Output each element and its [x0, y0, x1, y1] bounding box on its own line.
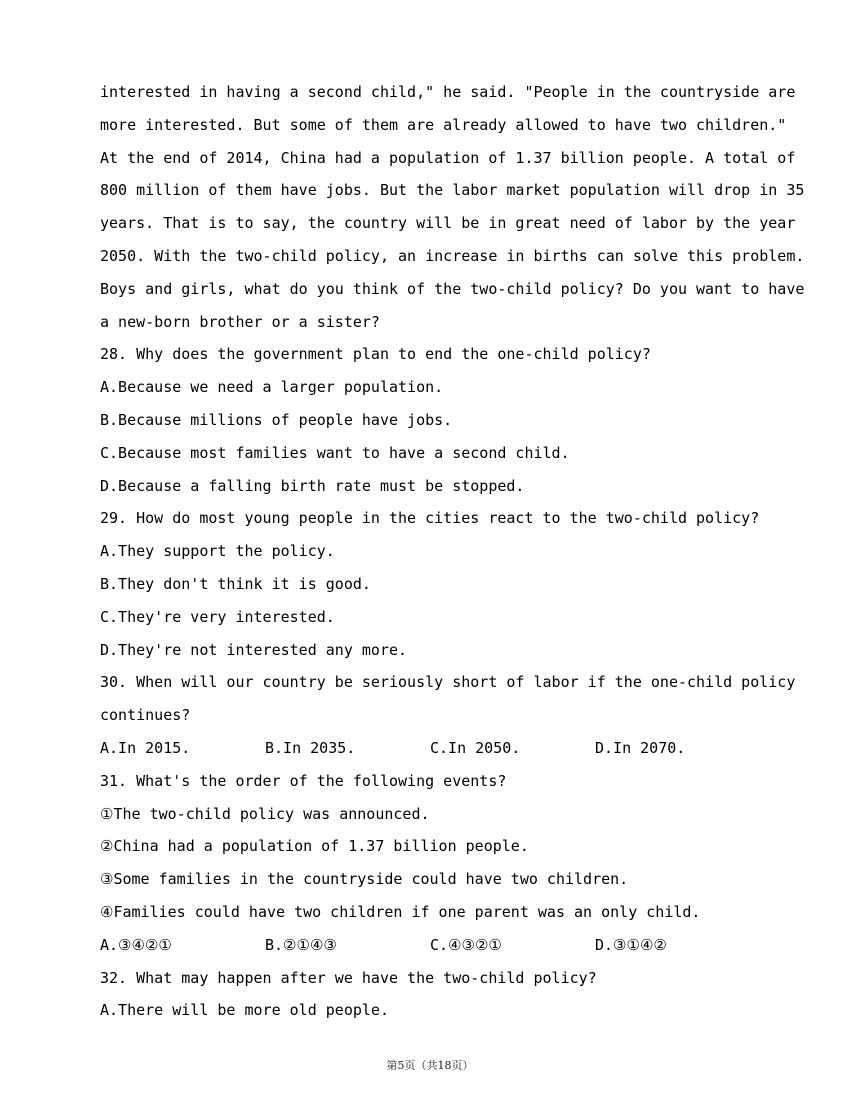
q28-option-d: D.Because a falling birth rate must be stopped.: [100, 476, 525, 495]
passage-line: 2050. With the two-child policy, an increase in births can solve this problem.: [100, 246, 805, 265]
q29-option-a: A.They support the policy.: [100, 542, 335, 561]
q28-option-a: A.Because we need a larger population.: [100, 378, 444, 397]
passage-line: years. That is to say, the country will be in great need of labor by the year: [100, 214, 796, 233]
q29-option-d: D.They're not interested any more.: [100, 640, 408, 659]
page-footer: 第5页（共18页）: [386, 1059, 474, 1072]
passage-line: interested in having a second child," he said. "People in the countryside are: [100, 83, 796, 101]
question-32-stem: 32. What may happen after we have the two-child policy?: [100, 968, 597, 987]
q31-event-3: ③Some families in the countryside could have two children.: [100, 870, 629, 889]
question-30-stem-cont: continues?: [100, 706, 191, 725]
question-29-stem: 29. How do most young people in the cities react to the two-child policy?: [100, 509, 760, 528]
q31-event-1: ①The two-child policy was announced.: [100, 804, 430, 823]
q28-option-b: B.Because millions of people have jobs.: [100, 410, 453, 429]
q31-event-2: ②China had a population of 1.37 billion people.: [100, 837, 529, 856]
passage-line: 800 million of them have jobs. But the labor market population will drop in 35: [100, 181, 805, 200]
q30-option-a: A.In 2015.: [100, 738, 191, 757]
q30-option-d: D.In 2070.: [595, 738, 686, 757]
q30-option-c: C.In 2050.: [430, 738, 521, 757]
q30-option-b: B.In 2035.: [265, 738, 356, 757]
question-30-stem: 30. When will our country be seriously short of labor if the one-child policy: [100, 673, 796, 692]
q29-option-b: B.They don't think it is good.: [100, 574, 371, 593]
q30-options: [100, 732, 780, 765]
q31-option-a: A.③④②①: [100, 935, 172, 954]
q31-option-d: D.③①④②: [595, 935, 667, 954]
document-body: [100, 76, 805, 1027]
q28-option-c: C.Because most families want to have a second child.: [100, 443, 570, 462]
passage-line: At the end of 2014, China had a population of 1.37 billion people. A total of: [100, 148, 796, 167]
question-28-stem: 28. Why does the government plan to end the one-child policy?: [100, 345, 651, 364]
q31-event-4: ④Families could have two children if one parent was an only child.: [100, 902, 701, 921]
passage-line: Boys and girls, what do you think of the two-child policy? Do you want to have: [100, 279, 805, 298]
q31-option-b: B.②①④③: [265, 935, 337, 954]
passage-line: more interested. But some of them are already allowed to have two children.": [100, 115, 787, 134]
q31-option-c: C.④③②①: [430, 935, 502, 954]
question-31-stem: 31. What's the order of the following events?: [100, 771, 507, 790]
passage-line: a new-born brother or a sister?: [100, 312, 380, 331]
q31-options: [100, 929, 780, 962]
q32-option-a: A.There will be more old people.: [100, 1001, 389, 1020]
q29-option-c: C.They're very interested.: [100, 607, 335, 626]
